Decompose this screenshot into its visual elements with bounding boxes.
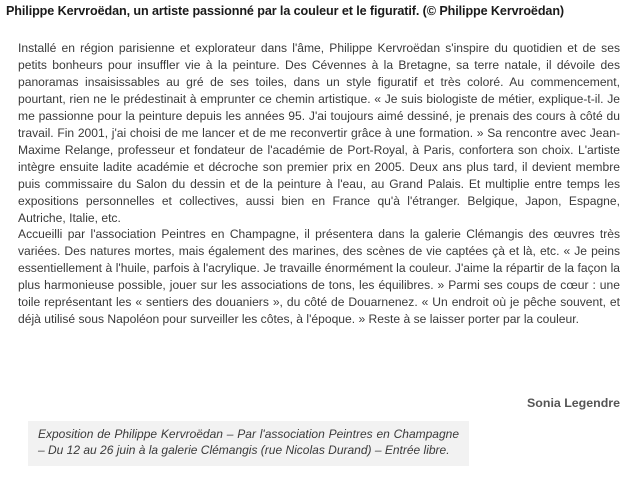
image-caption: Philippe Kervroëdan, un artiste passionné par la couleur et le figuratif. (© Philippe Kervroëdan) <box>6 4 565 18</box>
article-body <box>18 40 620 328</box>
author-signature: Sonia Legendre <box>527 396 620 410</box>
article-paragraph: Installé en région parisienne et explorateur dans l'âme, Philippe Kervroëdan s'inspire du quotidien et de ses petits bonheurs pour insuffler vie à la peinture. Des Cévennes à la Bretagne, sa terre natale, il dévoile des panoramas insaisissables au gré de ses toiles, dans un style figuratif et très coloré. Au commencement, pourtant, rien ne le prédestinait à emprunter ce chemin artistique. « Je suis biologiste de métier, explique-t-il. Je me passionne pour la peinture depuis les années 95. J'ai toujours aimé dessiné, je prenais des cours à côté du travail. Fin 2001, j'ai choisi de me lancer et de me reconvertir grâce à une formation. » Sa rencontre avec Jean-Maxime Relange, professeur et fondateur de l'académie de Port-Royal, à Paris, confortera son choix. L'artiste intègre ensuite ladite académie et décroche son premier prix en 2005. Deux ans plus tard, il devient membre puis commissaire du Salon du dessin et de la peinture à l'eau, au Grand Palais. Et multiplie entre temps les expositions personnelles et collectives, aussi bien en France qu'à l'étranger. Belgique, Japon, Espagne, Autriche, Italie, etc. <box>18 41 620 225</box>
article-paragraph: Accueilli par l'association Peintres en Champagne, il présentera dans la galerie Clémangis des œuvres très variées. Des natures mortes, mais également des marines, des scènes de vie captées çà et là, etc. « Je peins essentiellement à l'huile, parfois à l'acrylique. Je travaille énormément la couleur. J'aime la répartir de la façon la plus harmonieuse possible, jouer sur les associations de tons, les équilibres. » Parmi ses coups de cœur : une toile représentant les « sentiers des douaniers », du côté de Douarnenez. « Un endroit où je pêche souvent, et déjà utilisé sous Napoléon pour surveiller les côtes, à l'époque. » Reste à se laisser porter par la couleur. <box>18 227 620 327</box>
exhibition-info-box: Exposition de Philippe Kervroëdan – Par l'association Peintres en Champagne – Du 12 au 26 juin à la galerie Clémangis (rue Nicolas Durand) – Entrée libre. <box>28 421 469 466</box>
